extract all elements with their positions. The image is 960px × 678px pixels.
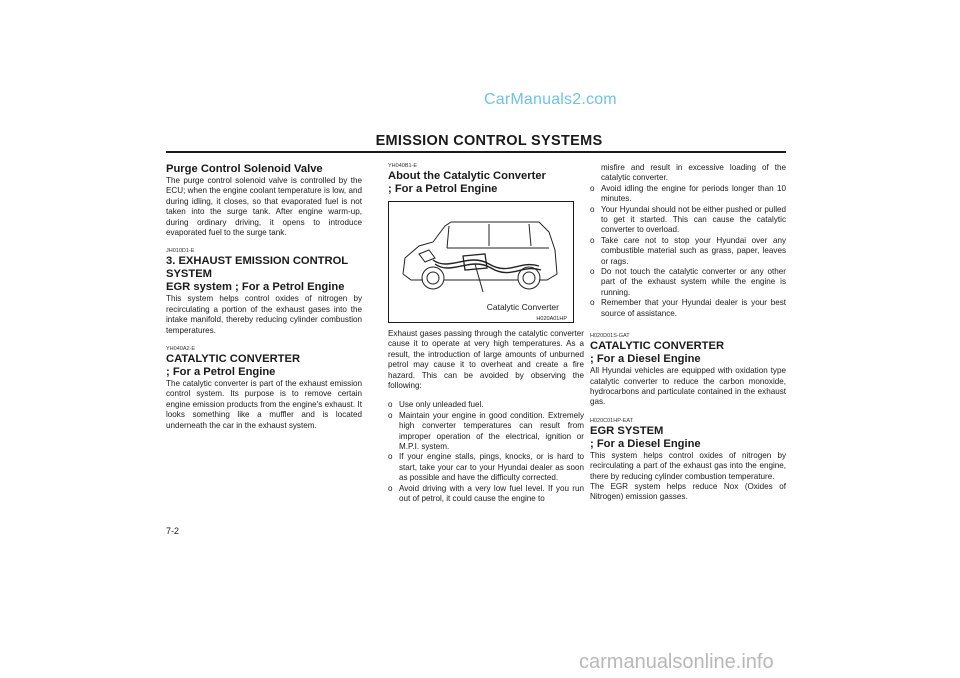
about-cat-title: About the Catalytic Converter (388, 170, 546, 182)
page-number: 7-2 (166, 526, 180, 536)
list-item: o Maintain your engine in good condition. Extremely high converter temperatures can result from improper operation of the electrical, ignition or M.P.I. system. (388, 410, 584, 452)
section-code: H020C01HP-EAT (590, 417, 633, 424)
figure-code: H020A01HP (536, 316, 567, 322)
about-cat-subtitle: ; For a Petrol Engine (388, 183, 498, 195)
cat-body: The catalytic converter is part of the exhaust emission control system. Its purpose is to remove certain engine emission products from the engine's exhaust. It looks something like a muffler and is located underneath the car in the exhaust system. (166, 379, 362, 430)
list-item: o Avoid driving with a very low fuel level. If you run out of petrol, it could cause the engine to (388, 483, 584, 504)
list-item: o Avoid idling the engine for periods longer than 10 minutes. (590, 183, 786, 204)
column-2 (388, 163, 584, 505)
diesel-cat-body: All Hyundai vehicles are equipped with oxidation type catalytic converter to reduce the carbon monoxide, hydrocarbons and particulate contained in the exhaust gas. (590, 366, 786, 407)
diesel-cat-title: CATALYTIC CONVERTER (590, 340, 725, 353)
section-code: YH040A2-E (166, 346, 196, 353)
cat-title: CATALYTIC CONVERTER (166, 353, 301, 366)
continued-text: misfire and result in excessive loading of the catalytic converter. (601, 163, 786, 183)
diesel-egr-body-2: The EGR system helps reduce Nox (Oxides of Nitrogen) emission gasses. (590, 481, 786, 502)
list-item: o If your engine stalls, pings, knocks, or is hard to start, take your car to your Hyundai dealer as soon as possible and have the difficulty corrected. (388, 452, 584, 483)
about-cat-intro: Exhaust gases passing through the catalytic converter cause it to operate at very high temperatures. As a result, the introduction of large amounts of unburned petrol may cause it to overheat and create a fire hazard. This can be avoided by observing the following: (388, 329, 584, 391)
list-item: o Do not touch the catalytic converter or any other part of the exhaust system while the engine is running. (590, 267, 786, 297)
section-code: YH040B1-E (388, 163, 418, 169)
diesel-cat-subtitle: ; For a Diesel Engine (590, 353, 701, 366)
diesel-egr-body: This system helps control oxides of nitrogen by recirculating a part of the exhaust gas into the engine, there by reducing cylinder combustion temperature. (590, 450, 786, 481)
purge-body: The purge control solenoid valve is controlled by the ECU; when the engine coolant temperature is low, and during idling, it closes, so that evaporated fuel is not taken into the surge tank. After engine warm-up, during ordinary driving, it opens to introduce evaporated fuel to the surge tank. (166, 176, 362, 238)
section-title: EMISSION CONTROL SYSTEMS (375, 133, 603, 149)
figure-label: Catalytic Converter (486, 302, 559, 312)
egr-title: EGR system ; For a Petrol Engine (166, 281, 345, 294)
diesel-egr-title: EGR SYSTEM (590, 424, 664, 437)
cat-subtitle: ; For a Petrol Engine (166, 366, 276, 379)
egr-body: This system helps control oxides of nitrogen by recirculating a portion of the exhaust gases into the intake manifold, thereby reducing cylinder combustion temperatures. (166, 294, 362, 335)
section-code: H020D01S-GAT (590, 333, 630, 340)
section-code: JH010D1-E (166, 248, 195, 255)
watermark-top: CarManuals2.com (484, 91, 617, 108)
list-item: o Use only unleaded fuel. (388, 400, 484, 410)
list-item: o Remember that your Hyundai dealer is your best source of assistance. (590, 298, 786, 318)
list-item: o Take care not to stop your Hyundai over any combustible material such as grass, paper, leaves or rags. (590, 235, 786, 266)
watermark-bottom: carmanualsonline.info (579, 651, 774, 673)
list-item: o Your Hyundai should not be either pushed or pulled to get it started. This can cause the catalytic converter to overload. (590, 204, 786, 235)
diesel-egr-subtitle: ; For a Diesel Engine (590, 437, 701, 450)
column-1 (166, 163, 362, 431)
purge-title: Purge Control Solenoid Valve (166, 163, 323, 175)
exhaust-title: 3. EXHAUST EMISSION CONTROL SYSTEM (166, 255, 348, 281)
header-rule (166, 151, 786, 153)
column-3 (590, 163, 786, 503)
catalytic-converter-figure (388, 201, 574, 323)
